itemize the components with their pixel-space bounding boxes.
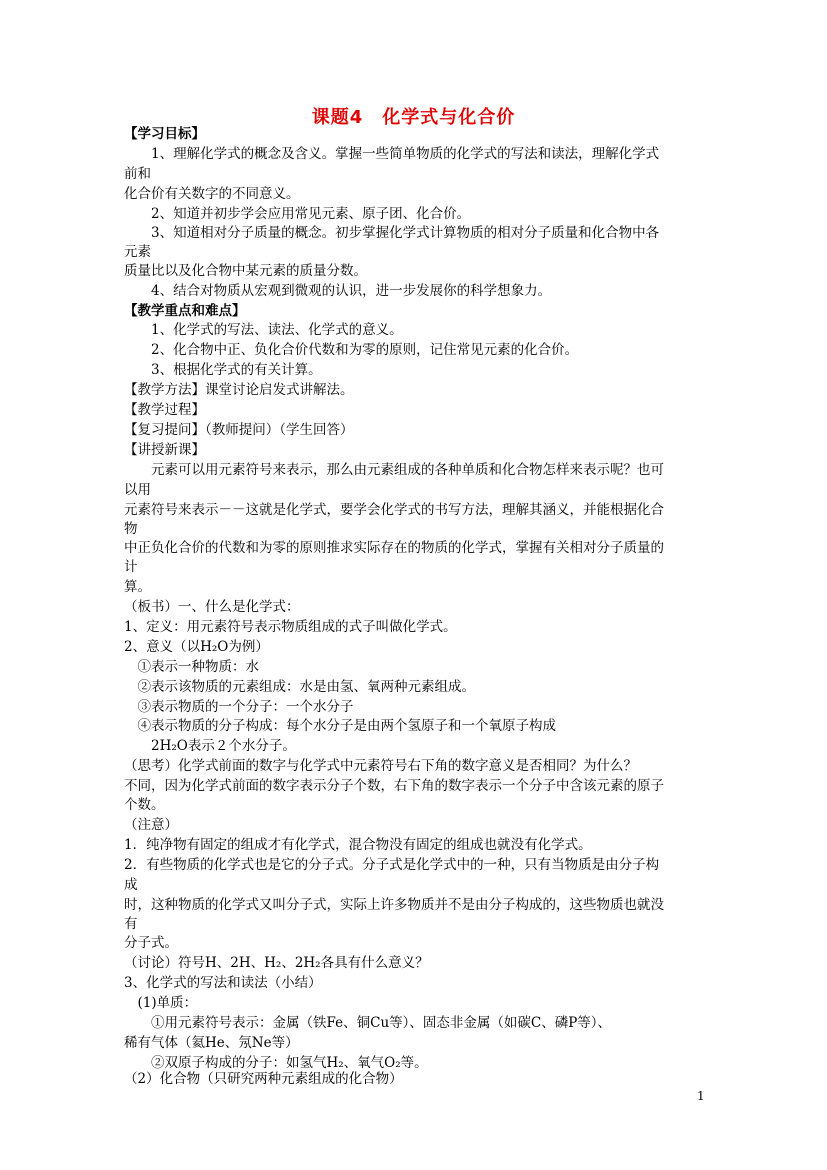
text-line: 时，这种物质的化学式又叫分子式，实际上许多物质并不是由分子构成的，这些物质也就没 — [124, 897, 664, 913]
text-line: （2）化合物（只研究两种元素组成的化合物） — [124, 1071, 403, 1087]
page-number: 1 — [697, 1089, 705, 1103]
text-line: 【复习提问】（教师提问）（学生回答） — [124, 422, 354, 438]
text-line: 元素 — [124, 244, 151, 260]
text-line: ①用元素符号表示：金属（铁Fe、铜Cu等）、固态非金属（如碳C、磷P等）、 — [124, 1015, 612, 1031]
text-line: 化合价有关数字的不同意义。 — [124, 186, 300, 202]
text-line: 元素可以用元素符号来表示，那么由元素组成的各种单质和化合物怎样来表示呢？也可 — [124, 462, 664, 478]
text-line: 3、根据化学式的有关计算。 — [124, 362, 322, 378]
text-line: 2、意义（以H₂O为例） — [124, 639, 269, 655]
page-title: 课题4 化学式与化合价 — [311, 107, 516, 128]
text-line: 2H₂O表示２个水分子。 — [124, 738, 296, 754]
text-line: 2、知道并初步学会应用常见元素、原子团、化合价。 — [124, 206, 471, 222]
text-line: 4、结合对物质从宏观到微观的认识，进一步发展你的科学想象力。 — [124, 283, 552, 299]
text-line: ②表示该物质的元素组成：水是由氢、氧两种元素组成。 — [124, 679, 475, 695]
text-line: 个数。 — [124, 797, 165, 813]
text-line: （注意） — [124, 817, 178, 833]
text-line: 计 — [124, 559, 138, 575]
text-line: 1、化学式的写法、读法、化学式的意义。 — [124, 322, 403, 338]
text-line: 【教学过程】 — [124, 402, 205, 418]
text-line: ②双原子构成的分子：如氢气H₂、氧气O₂等。 — [124, 1055, 428, 1071]
text-line: 【讲授新课】 — [124, 442, 205, 458]
text-line: 1、定义：用元素符号表示物质组成的式子叫做化学式。 — [124, 619, 457, 635]
text-line: (1)单质： — [124, 995, 198, 1011]
text-line: 算。 — [124, 579, 151, 595]
text-line: 以用 — [124, 482, 151, 498]
text-line: 前和 — [124, 166, 151, 182]
text-line: 分子式。 — [124, 935, 178, 951]
text-line: 3、化学式的写法和读法（小结） — [124, 975, 322, 991]
text-line: （板书）一、什么是化学式： — [124, 599, 300, 615]
text-line: ①表示一种物质：水 — [124, 659, 259, 675]
text-line: 物 — [124, 521, 138, 537]
text-line: ③表示物质的一个分子：一个水分子 — [124, 699, 354, 715]
text-line: 1、理解化学式的概念及含义。掌握一些简单物质的化学式的写法和读法，理解化学式 — [124, 146, 660, 162]
text-line: 1．纯净物有固定的组成才有化学式，混合物没有固定的组成也就没有化学式。 — [124, 837, 592, 853]
text-line: 中正负化合价的代数和为零的原则推求实际存在的物质的化学式，掌握有关相对分子质量的 — [124, 540, 664, 556]
text-line: 稀有气体（氦He、氖Ne等） — [124, 1035, 299, 1051]
text-line: （讨论）符号H、2H、H₂、2H₂各具有什么意义？ — [124, 955, 429, 971]
text-line: 有 — [124, 916, 138, 932]
text-line: 成 — [124, 877, 138, 893]
text-line: 【教学方法】课堂讨论启发式讲解法。 — [124, 382, 354, 398]
text-line: 2．有些物质的化学式也是它的分子式。分子式是化学式中的一种，只有当物质是由分子构 — [124, 857, 660, 873]
text-line: （思考）化学式前面的数字与化学式中元素符号右下角的数字意义是否相同？为什么？ — [124, 758, 637, 774]
text-line: 质量比以及化合物中某元素的质量分数。 — [124, 263, 367, 279]
text-line: ④表示物质的分子构成：每个水分子是由两个氢原子和一个氧原子构成 — [124, 718, 556, 734]
text-line: 3、知道相对分子质量的概念。初步掌握化学式计算物质的相对分子质量和化合物中各 — [124, 225, 660, 241]
text-line: 不同，因为化学式前面的数字表示分子个数，右下角的数字表示一个分子中含该元素的原子 — [124, 778, 664, 794]
heading-key-points: 【教学重点和难点】 — [124, 303, 246, 319]
text-line: 元素符号来表示－－这就是化学式，要学会化学式的书写方法，理解其涵义，并能根据化合 — [124, 502, 664, 518]
heading-learning-goals: 【学习目标】 — [124, 126, 205, 142]
text-line: 2、化合物中正、负化合价代数和为零的原则，记住常见元素的化合价。 — [124, 342, 579, 358]
